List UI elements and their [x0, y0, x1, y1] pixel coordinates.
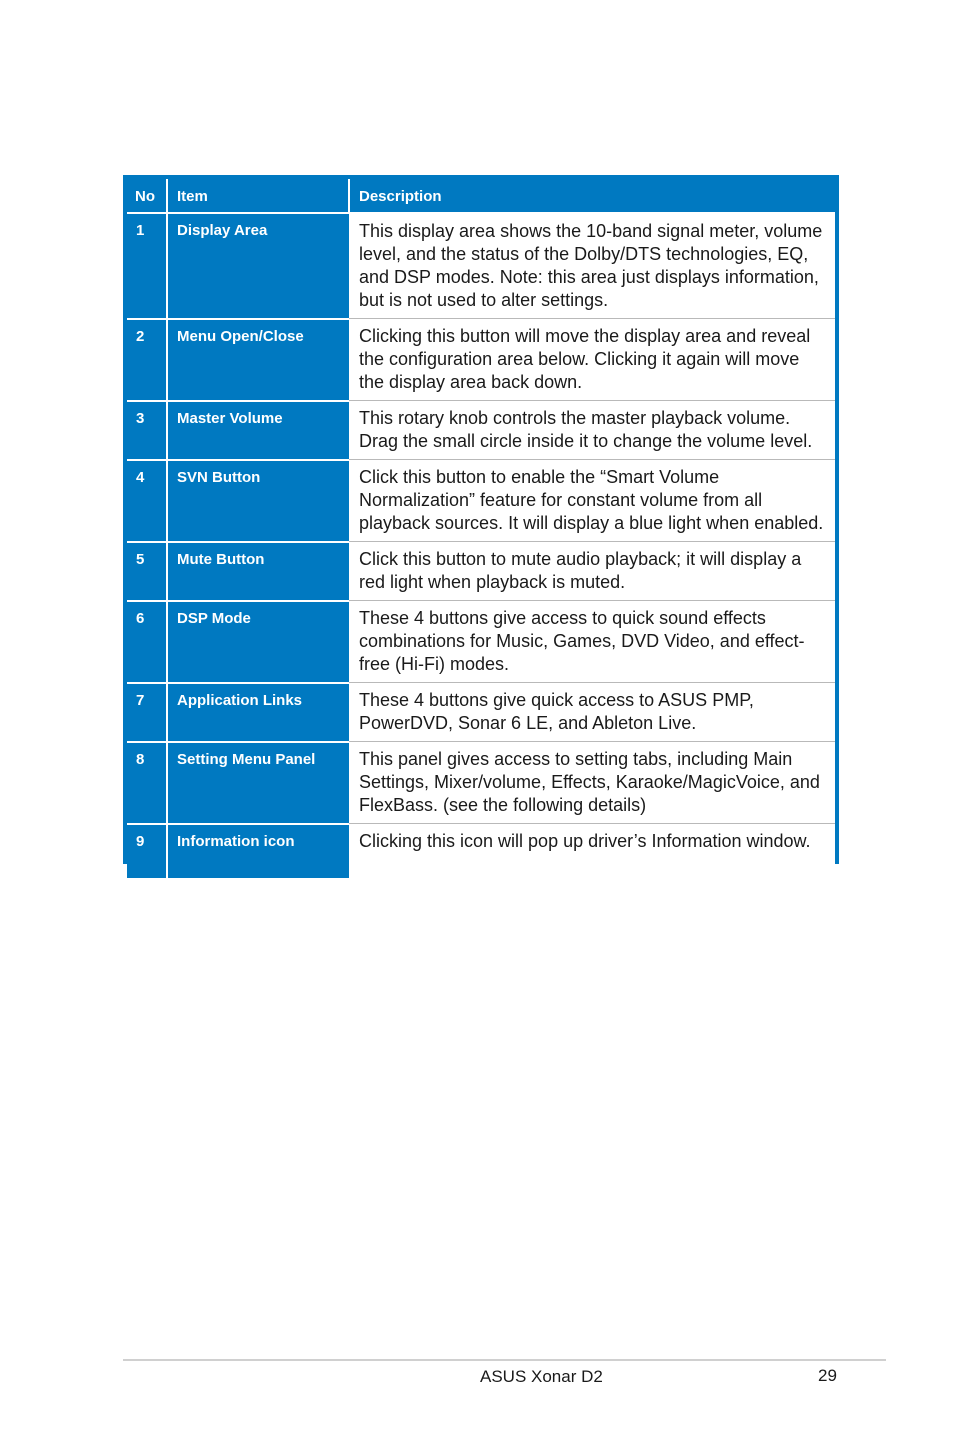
row-number: 3: [127, 401, 167, 460]
row-item: Menu Open/Close: [167, 319, 349, 401]
spec-table: [127, 179, 835, 878]
table-row: [127, 542, 835, 601]
table-header-row: [127, 179, 835, 213]
row-description: Click this button to enable the “Smart Volume Normalization” feature for constant volume from all playback sources. It will display a blue light when enabled.: [349, 460, 835, 542]
row-number: 5: [127, 542, 167, 601]
row-item: Information icon: [167, 824, 349, 878]
row-number: 1: [127, 213, 167, 319]
page-number: 29: [818, 1366, 837, 1385]
row-description: Clicking this icon will pop up driver’s Information window.: [349, 824, 835, 878]
row-number: 6: [127, 601, 167, 683]
header-item: Item: [167, 179, 349, 213]
row-number: 7: [127, 683, 167, 742]
row-description: This panel gives access to setting tabs, including Main Settings, Mixer/volume, Effects, Karaoke/MagicVoice, and FlexBass. (see the following details): [349, 742, 835, 824]
row-item: Setting Menu Panel: [167, 742, 349, 824]
row-item: Application Links: [167, 683, 349, 742]
table-row: [127, 460, 835, 542]
row-description: This rotary knob controls the master playback volume. Drag the small circle inside it to change the volume level.: [349, 401, 835, 460]
row-description: Click this button to mute audio playback; it will display a red light when playback is muted.: [349, 542, 835, 601]
table-row: [127, 213, 835, 319]
row-item: SVN Button: [167, 460, 349, 542]
row-item: DSP Mode: [167, 601, 349, 683]
table-row: [127, 601, 835, 683]
table-row: [127, 683, 835, 742]
item-description-table: [123, 175, 839, 864]
row-description: Clicking this button will move the display area and reveal the configuration area below. Clicking it again will move the display area back down.: [349, 319, 835, 401]
row-item: Master Volume: [167, 401, 349, 460]
row-item: Display Area: [167, 213, 349, 319]
table-row: [127, 742, 835, 824]
footer-divider: [123, 1359, 886, 1361]
header-description: Description: [349, 179, 835, 213]
row-number: 4: [127, 460, 167, 542]
row-description: These 4 buttons give access to quick sound effects combinations for Music, Games, DVD Video, and effect-free (Hi-Fi) modes.: [349, 601, 835, 683]
row-number: 2: [127, 319, 167, 401]
row-item: Mute Button: [167, 542, 349, 601]
row-description: This display area shows the 10-band signal meter, volume level, and the status of the Dolby/DTS technologies, EQ, and DSP modes. Note: this area just displays information, but is not used to alter settings.: [349, 213, 835, 319]
header-no: No: [127, 179, 167, 213]
table-row: [127, 319, 835, 401]
row-number: 8: [127, 742, 167, 824]
footer-title: ASUS Xonar D2: [480, 1367, 603, 1386]
table-row: [127, 824, 835, 878]
row-description: These 4 buttons give quick access to ASUS PMP, PowerDVD, Sonar 6 LE, and Ableton Live.: [349, 683, 835, 742]
row-number: 9: [127, 824, 167, 878]
table-row: [127, 401, 835, 460]
